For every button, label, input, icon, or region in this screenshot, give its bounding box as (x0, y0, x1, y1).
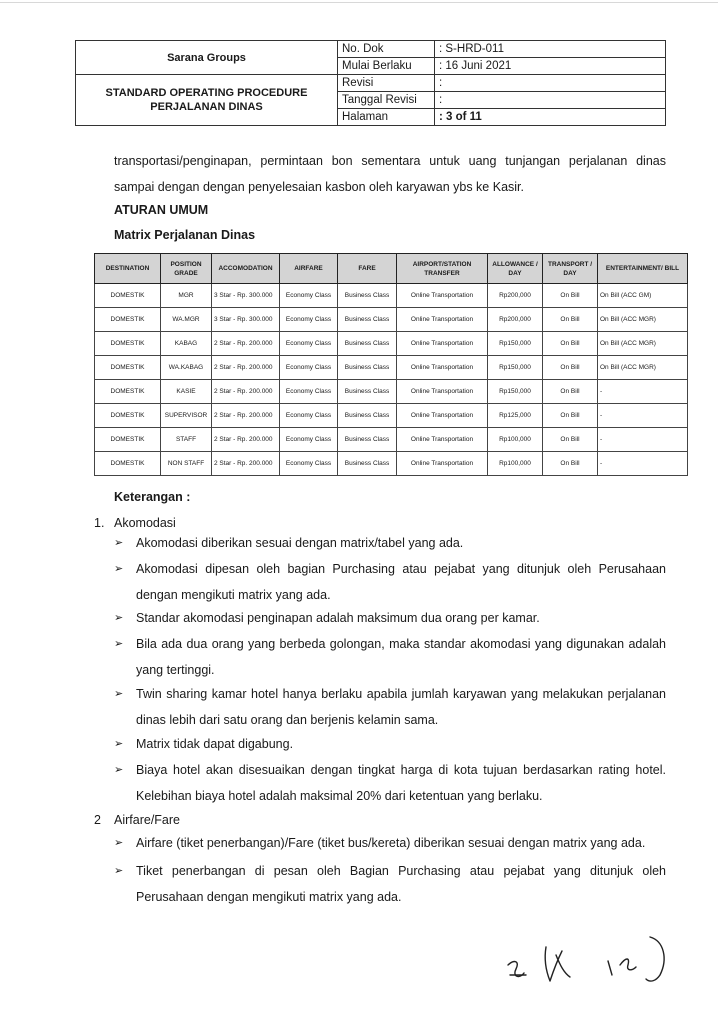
fare-cell: Business Class (338, 380, 397, 404)
list-item (114, 631, 666, 683)
arrow-bullet-icon: ➢ (114, 738, 124, 750)
bullet-text: Matrix tidak dapat digabung. (136, 737, 294, 751)
grade-cell: KABAG (161, 332, 212, 356)
allowance-cell: Rp150,000 (488, 332, 543, 356)
transport-cell: On Bill (543, 356, 598, 380)
transfer-cell: Online Transportation (397, 452, 488, 476)
arrow-bullet-icon: ➢ (114, 764, 124, 776)
table-row (95, 332, 688, 356)
document-title (76, 75, 338, 126)
transport-cell: On Bill (543, 332, 598, 356)
page-top-rule (0, 2, 718, 3)
column-header: FARE (338, 254, 397, 284)
intro-paragraph: transportasi/penginapan, permintaan bon sementara untuk uang tunjangan perjalanan dinas sampai dengan dengan penyelesaian kasbon oleh karyawan ybs ke Kasir. (114, 154, 666, 194)
item-number: 2 (94, 813, 101, 827)
keterangan-title: Keterangan : (114, 490, 191, 504)
page-value: : 3 of 11 (435, 109, 666, 126)
grade-cell: NON STAFF (161, 452, 212, 476)
entertainment-cell: - (598, 452, 688, 476)
fare-cell: Business Class (338, 428, 397, 452)
grade-cell: SUPERVISOR (161, 404, 212, 428)
item-title-akomodasi: Akomodasi (114, 516, 176, 530)
table-row (95, 428, 688, 452)
airfare-cell: Economy Class (280, 452, 338, 476)
airfare-cell: Economy Class (280, 356, 338, 380)
list-item (114, 556, 666, 608)
column-header: DESTINATION (95, 254, 161, 284)
entertainment-cell: On Bill (ACC MGR) (598, 308, 688, 332)
column-header: ACCOMODATION (212, 254, 280, 284)
destination-cell: DOMESTIK (95, 284, 161, 308)
company-name-text: Sarana Groups (167, 51, 246, 64)
arrow-bullet-icon: ➢ (114, 688, 124, 700)
transfer-cell: Online Transportation (397, 356, 488, 380)
transfer-cell: Online Transportation (397, 404, 488, 428)
allowance-cell: Rp100,000 (488, 428, 543, 452)
fare-cell: Business Class (338, 284, 397, 308)
destination-cell: DOMESTIK (95, 380, 161, 404)
bullet-text: Akomodasi dipesan oleh bagian Purchasing atau pejabat yang ditunjuk oleh Perusahaan dengan mengikuti matrix yang ada. (136, 562, 666, 602)
accomodation-cell: 3 Star - Rp. 300.000 (212, 308, 280, 332)
grade-cell: STAFF (161, 428, 212, 452)
destination-cell: DOMESTIK (95, 356, 161, 380)
fare-cell: Business Class (338, 452, 397, 476)
allowance-cell: Rp150,000 (488, 356, 543, 380)
page-label: Halaman (338, 109, 435, 126)
revision-date-value: : (435, 92, 666, 109)
column-header: TRANSPORT / DAY (543, 254, 598, 284)
transfer-cell: Online Transportation (397, 380, 488, 404)
transport-cell: On Bill (543, 284, 598, 308)
accomodation-cell: 2 Star - Rp. 200.000 (212, 332, 280, 356)
grade-cell: KASIE (161, 380, 212, 404)
revision-date-label: Tanggal Revisi (338, 92, 435, 109)
airfare-cell: Economy Class (280, 308, 338, 332)
column-header: AIRFARE (280, 254, 338, 284)
table-row (95, 356, 688, 380)
allowance-cell: Rp125,000 (488, 404, 543, 428)
bullet-text: Twin sharing kamar hotel hanya berlaku apabila jumlah karyawan yang melakukan perjalanan dinas lebih dari satu orang dan berjenis kelamin sama. (136, 687, 666, 727)
fare-cell: Business Class (338, 332, 397, 356)
matrix-body (95, 284, 688, 476)
list-item (114, 757, 666, 809)
airfare-cell: Economy Class (280, 428, 338, 452)
travel-matrix-table (94, 253, 688, 476)
destination-cell: DOMESTIK (95, 332, 161, 356)
airfare-cell: Economy Class (280, 380, 338, 404)
list-item (114, 858, 666, 910)
transport-cell: On Bill (543, 452, 598, 476)
column-header: AIRPORT/STATION TRANSFER (397, 254, 488, 284)
document-header-table (75, 40, 666, 126)
airfare-cell: Economy Class (280, 284, 338, 308)
allowance-cell: Rp150,000 (488, 380, 543, 404)
list-item (114, 830, 666, 856)
airfare-cell: Economy Class (280, 332, 338, 356)
entertainment-cell: On Bill (ACC MGR) (598, 332, 688, 356)
list-item (114, 605, 666, 631)
list-item (114, 731, 666, 757)
doc-number-label: No. Dok (338, 41, 435, 58)
arrow-bullet-icon: ➢ (114, 563, 124, 575)
allowance-cell: Rp200,000 (488, 308, 543, 332)
item-number: 1. (94, 516, 105, 530)
column-header: ENTERTAINMENT/ BILL (598, 254, 688, 284)
item-title-airfare: Airfare/Fare (114, 813, 180, 827)
transfer-cell: Online Transportation (397, 332, 488, 356)
arrow-bullet-icon: ➢ (114, 638, 124, 650)
transfer-cell: Online Transportation (397, 284, 488, 308)
grade-cell: WA.MGR (161, 308, 212, 332)
transport-cell: On Bill (543, 404, 598, 428)
list-item (114, 530, 666, 556)
table-row (95, 284, 688, 308)
handwritten-initials (500, 925, 680, 995)
arrow-bullet-icon: ➢ (114, 865, 124, 877)
accomodation-cell: 2 Star - Rp. 200.000 (212, 380, 280, 404)
effective-date-label: Mulai Berlaku (338, 58, 435, 75)
column-header: ALLOWANCE / DAY (488, 254, 543, 284)
bullet-text: Airfare (tiket penerbangan)/Fare (tiket bus/kereta) diberikan sesuai dengan matrix yang ada. (136, 836, 646, 850)
bullet-text: Bila ada dua orang yang berbeda golongan, maka standar akomodasi yang digunakan adalah yang tertinggi. (136, 637, 666, 677)
document-title-line2: PERJALANAN DINAS (150, 101, 263, 113)
destination-cell: DOMESTIK (95, 404, 161, 428)
destination-cell: DOMESTIK (95, 452, 161, 476)
grade-cell: MGR (161, 284, 212, 308)
allowance-cell: Rp100,000 (488, 452, 543, 476)
accomodation-cell: 2 Star - Rp. 200.000 (212, 404, 280, 428)
grade-cell: WA.KABAG (161, 356, 212, 380)
document-title-line1: STANDARD OPERATING PROCEDURE (105, 87, 308, 99)
transfer-cell: Online Transportation (397, 428, 488, 452)
transport-cell: On Bill (543, 308, 598, 332)
arrow-bullet-icon: ➢ (114, 537, 124, 549)
entertainment-cell: - (598, 428, 688, 452)
column-header: POSITION GRADE (161, 254, 212, 284)
entertainment-cell: On Bill (ACC MGR) (598, 356, 688, 380)
bullet-text: Standar akomodasi penginapan adalah maksimum dua orang per kamar. (136, 611, 540, 625)
accomodation-cell: 2 Star - Rp. 200.000 (212, 452, 280, 476)
accomodation-cell: 2 Star - Rp. 200.000 (212, 428, 280, 452)
destination-cell: DOMESTIK (95, 428, 161, 452)
company-name (76, 41, 338, 75)
table-row (95, 404, 688, 428)
accomodation-cell: 2 Star - Rp. 200.000 (212, 356, 280, 380)
table-row (95, 452, 688, 476)
revision-value: : (435, 75, 666, 92)
fare-cell: Business Class (338, 308, 397, 332)
bullet-text: Akomodasi diberikan sesuai dengan matrix/tabel yang ada. (136, 536, 464, 550)
arrow-bullet-icon: ➢ (114, 837, 124, 849)
entertainment-cell: On Bill (ACC GM) (598, 284, 688, 308)
doc-number-value: : S-HRD-011 (435, 41, 666, 58)
matrix-header-row (95, 254, 688, 284)
table-row (95, 308, 688, 332)
revision-label: Revisi (338, 75, 435, 92)
matrix-title: Matrix Perjalanan Dinas (114, 228, 256, 242)
accomodation-cell: 3 Star - Rp. 300.000 (212, 284, 280, 308)
effective-date-value: : 16 Juni 2021 (435, 58, 666, 75)
allowance-cell: Rp200,000 (488, 284, 543, 308)
arrow-bullet-icon: ➢ (114, 612, 124, 624)
bullet-text: Tiket penerbangan di pesan oleh Bagian Purchasing atau pejabat yang ditunjuk oleh Perusahaan dengan mengikuti matrix yang ada. (136, 864, 666, 904)
section-title: ATURAN UMUM (114, 203, 209, 217)
airfare-cell: Economy Class (280, 404, 338, 428)
destination-cell: DOMESTIK (95, 308, 161, 332)
transport-cell: On Bill (543, 380, 598, 404)
entertainment-cell: - (598, 380, 688, 404)
table-row (95, 380, 688, 404)
bullet-text: Biaya hotel akan disesuaikan dengan tingkat harga di kota tujuan berdasarkan rating hotel. Kelebihan biaya hotel adalah maksimal 20% dari ketentuan yang berlaku. (136, 763, 666, 803)
entertainment-cell: - (598, 404, 688, 428)
fare-cell: Business Class (338, 404, 397, 428)
transfer-cell: Online Transportation (397, 308, 488, 332)
transport-cell: On Bill (543, 428, 598, 452)
list-item (114, 681, 666, 733)
fare-cell: Business Class (338, 356, 397, 380)
